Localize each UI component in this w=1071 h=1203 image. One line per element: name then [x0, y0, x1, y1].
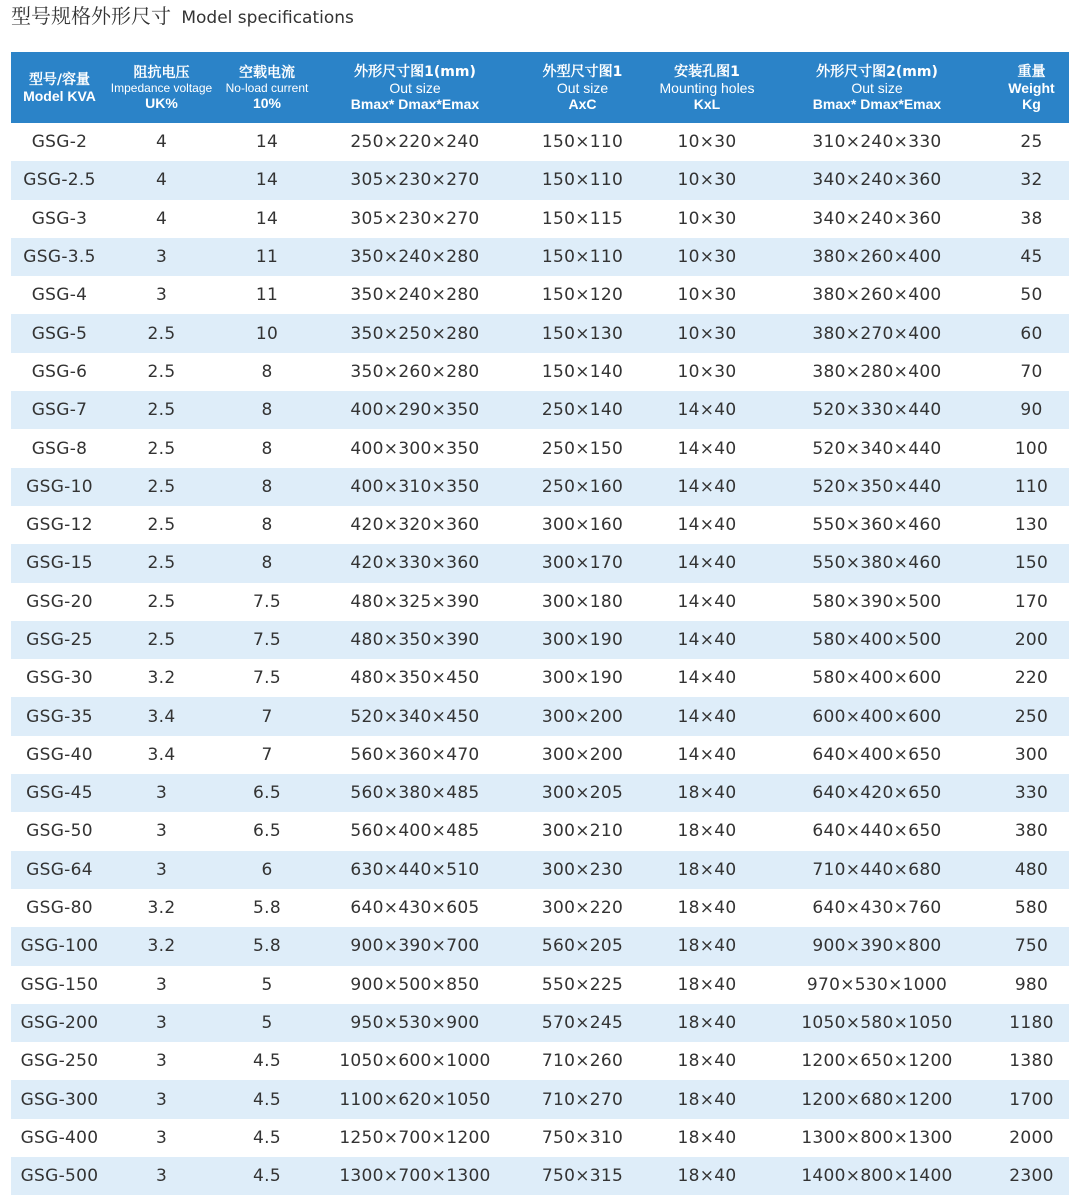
cell-weight: 100 — [1014, 438, 1049, 459]
header-weight: 重量 Weight Kg — [1008, 63, 1055, 112]
cell-model: GSG-3 — [31, 208, 88, 229]
cell-weight: 750 — [1014, 936, 1049, 957]
table-row — [11, 1004, 1069, 1042]
cell-no-load-current: 6 — [261, 859, 273, 880]
cell-out-size-1-mm: 420×330×360 — [350, 553, 480, 574]
cell-out-size-2-mm: 640×440×650 — [812, 821, 942, 842]
cell-impedance-voltage: 3 — [155, 1089, 168, 1110]
table-row — [11, 238, 1069, 276]
spec-table — [11, 52, 1069, 1195]
table-row — [11, 391, 1069, 429]
cell-out-size-1-mm: 1300×700×1300 — [339, 1166, 491, 1187]
cell-weight: 45 — [1020, 247, 1043, 268]
cell-out-size-1-mm: 400×310×350 — [350, 476, 480, 497]
cell-model: GSG-500 — [20, 1166, 99, 1187]
cell-model: GSG-25 — [26, 630, 93, 650]
cell-impedance-voltage: 3 — [155, 859, 168, 880]
cell-out-size-1-mm: 305×230×270 — [350, 208, 480, 229]
table-row — [11, 429, 1069, 467]
cell-out-size-2-mm: 1200×650×1200 — [801, 1051, 953, 1072]
cell-out-size-1: 710×260 — [541, 1051, 624, 1072]
cell-weight: 2000 — [1009, 1127, 1054, 1148]
cell-out-size-1: 150×130 — [541, 323, 624, 344]
cell-weight: 70 — [1020, 361, 1043, 382]
table-row — [11, 1080, 1069, 1118]
cell-weight: 330 — [1014, 783, 1049, 804]
cell-mounting-holes: 18×40 — [677, 821, 737, 842]
cell-mounting-holes: 10×30 — [677, 323, 737, 344]
cell-no-load-current: 5 — [261, 1012, 273, 1033]
cell-weight: 220 — [1014, 668, 1049, 689]
cell-out-size-1-mm: 1250×700×1200 — [339, 1127, 491, 1148]
table-row — [11, 659, 1069, 697]
header-model: 型号/容量 Model KVA — [23, 71, 96, 104]
cell-weight: 32 — [1020, 170, 1043, 191]
cell-weight: 1380 — [1009, 1051, 1054, 1072]
cell-impedance-voltage: 3 — [155, 1166, 168, 1187]
cell-no-load-current: 8 — [261, 553, 273, 574]
cell-out-size-1-mm: 900×500×850 — [350, 974, 480, 995]
cell-no-load-current: 4.5 — [253, 1051, 281, 1072]
cell-out-size-2-mm: 520×340×440 — [812, 438, 942, 459]
cell-no-load-current: 7 — [261, 706, 273, 727]
cell-mounting-holes: 10×30 — [677, 132, 737, 153]
cell-out-size-1: 710×270 — [541, 1089, 624, 1110]
cell-model: GSG-40 — [26, 744, 93, 765]
cell-model: GSG-2.5 — [23, 170, 96, 191]
header-out-size-1-mm: 外形尺寸图1(mm) Out size Bmax* Dmax*Emax — [350, 63, 480, 112]
cell-out-size-1: 750×315 — [541, 1166, 624, 1187]
cell-out-size-1: 300×160 — [541, 515, 624, 536]
cell-mounting-holes: 10×30 — [677, 208, 737, 229]
cell-model: GSG-15 — [26, 553, 93, 574]
cell-impedance-voltage: 3.4 — [147, 744, 176, 765]
cell-out-size-1-mm: 560×400×485 — [350, 821, 480, 842]
cell-impedance-voltage: 2.5 — [147, 323, 176, 344]
cell-mounting-holes: 10×30 — [677, 361, 737, 382]
cell-no-load-current: 8 — [261, 515, 273, 536]
cell-model: GSG-50 — [26, 821, 93, 842]
cell-mounting-holes: 18×40 — [677, 1012, 737, 1033]
cell-mounting-holes: 10×30 — [677, 247, 737, 268]
cell-model: GSG-300 — [20, 1089, 99, 1110]
table-row — [11, 123, 1069, 161]
table-row — [11, 774, 1069, 812]
table-row — [11, 1119, 1069, 1157]
cell-out-size-2-mm: 1200×680×1200 — [801, 1089, 953, 1110]
cell-impedance-voltage: 2.5 — [147, 515, 176, 536]
cell-out-size-1-mm: 480×325×390 — [350, 591, 480, 612]
cell-out-size-1-mm: 1100×620×1050 — [339, 1089, 491, 1110]
cell-out-size-1-mm: 480×350×450 — [350, 668, 480, 689]
cell-mounting-holes: 14×40 — [677, 515, 737, 536]
cell-out-size-1: 300×190 — [541, 668, 624, 689]
table-row — [11, 927, 1069, 965]
cell-out-size-2-mm: 900×390×800 — [812, 936, 942, 957]
cell-out-size-2-mm: 380×270×400 — [812, 323, 942, 344]
cell-no-load-current: 11 — [255, 247, 279, 268]
cell-out-size-1-mm: 350×260×280 — [350, 361, 480, 382]
cell-model: GSG-4 — [31, 285, 88, 306]
cell-mounting-holes: 18×40 — [677, 974, 737, 995]
cell-impedance-voltage: 3 — [155, 1127, 168, 1148]
cell-out-size-2-mm: 380×280×400 — [812, 361, 942, 382]
cell-out-size-1: 250×160 — [541, 476, 624, 497]
cell-out-size-1: 250×150 — [541, 438, 624, 459]
cell-no-load-current: 10 — [255, 323, 279, 344]
cell-impedance-voltage: 2.5 — [147, 400, 176, 421]
cell-out-size-1-mm: 400×300×350 — [350, 438, 480, 459]
cell-out-size-2-mm: 580×390×500 — [812, 591, 942, 612]
cell-out-size-1-mm: 400×290×350 — [350, 400, 480, 421]
cell-mounting-holes: 18×40 — [677, 1127, 737, 1148]
cell-out-size-1: 300×200 — [541, 744, 624, 765]
cell-no-load-current: 6.5 — [253, 821, 281, 842]
table-row — [11, 697, 1069, 735]
cell-no-load-current: 7.5 — [253, 591, 281, 612]
cell-model: GSG-200 — [20, 1012, 99, 1033]
cell-model: GSG-12 — [26, 515, 93, 536]
table-row — [11, 161, 1069, 199]
cell-out-size-1: 300×210 — [541, 821, 624, 842]
cell-mounting-holes: 18×40 — [677, 859, 737, 880]
cell-model: GSG-250 — [20, 1051, 99, 1072]
cell-mounting-holes: 14×40 — [677, 591, 737, 612]
cell-mounting-holes: 18×40 — [677, 1089, 737, 1110]
cell-no-load-current: 4.5 — [253, 1089, 281, 1110]
cell-weight: 980 — [1014, 974, 1049, 995]
cell-no-load-current: 7 — [261, 744, 273, 765]
cell-out-size-1: 150×110 — [541, 247, 624, 268]
cell-model: GSG-7 — [31, 400, 88, 421]
cell-model: GSG-35 — [26, 706, 93, 727]
cell-mounting-holes: 14×40 — [677, 400, 737, 421]
cell-out-size-1-mm: 560×380×485 — [350, 783, 480, 804]
cell-model: GSG-45 — [26, 783, 93, 804]
cell-out-size-2-mm: 710×440×680 — [812, 859, 942, 880]
cell-impedance-voltage: 3 — [155, 1012, 168, 1033]
cell-model: GSG-3.5 — [23, 247, 96, 268]
cell-out-size-2-mm: 520×330×440 — [812, 400, 942, 421]
cell-weight: 580 — [1014, 898, 1049, 919]
cell-no-load-current: 11 — [255, 285, 279, 306]
cell-model: GSG-20 — [26, 591, 93, 612]
cell-weight: 90 — [1020, 400, 1043, 421]
cell-out-size-1: 300×220 — [541, 898, 624, 919]
table-row — [11, 276, 1069, 314]
cell-no-load-current: 7.5 — [253, 668, 281, 689]
cell-no-load-current: 8 — [261, 438, 273, 459]
cell-impedance-voltage: 3.4 — [147, 706, 176, 727]
table-header-row — [11, 52, 1069, 123]
cell-out-size-2-mm: 1050×580×1050 — [801, 1012, 953, 1033]
cell-weight: 110 — [1014, 476, 1049, 497]
cell-mounting-holes: 18×40 — [677, 783, 737, 804]
cell-mounting-holes: 14×40 — [677, 668, 737, 689]
cell-impedance-voltage: 3 — [155, 285, 168, 306]
cell-impedance-voltage: 4 — [155, 170, 168, 191]
cell-mounting-holes: 18×40 — [677, 1166, 737, 1187]
cell-model: GSG-10 — [26, 476, 93, 497]
cell-weight: 250 — [1014, 706, 1049, 727]
table-row — [11, 506, 1069, 544]
cell-out-size-2-mm: 640×430×760 — [812, 898, 942, 919]
page-title — [11, 2, 354, 32]
cell-model: GSG-30 — [26, 668, 93, 689]
cell-weight: 380 — [1014, 821, 1049, 842]
cell-out-size-1-mm: 350×240×280 — [350, 285, 480, 306]
cell-out-size-1-mm: 630×440×510 — [350, 859, 480, 880]
table-row — [11, 544, 1069, 582]
table-row — [11, 889, 1069, 927]
cell-out-size-2-mm: 580×400×500 — [812, 630, 942, 650]
cell-weight: 130 — [1014, 515, 1049, 536]
cell-out-size-1: 300×230 — [541, 859, 624, 880]
table-row — [11, 314, 1069, 352]
cell-no-load-current: 8 — [261, 361, 273, 382]
cell-mounting-holes: 10×30 — [677, 170, 737, 191]
cell-out-size-1-mm: 350×250×280 — [350, 323, 480, 344]
cell-no-load-current: 5.8 — [253, 898, 281, 919]
cell-out-size-1: 300×170 — [541, 553, 624, 574]
cell-out-size-2-mm: 970×530×1000 — [806, 974, 948, 995]
cell-out-size-1-mm: 250×220×240 — [350, 132, 480, 153]
cell-out-size-1-mm: 900×390×700 — [350, 936, 480, 957]
cell-no-load-current: 8 — [261, 400, 273, 421]
cell-weight: 38 — [1020, 208, 1043, 229]
cell-model: GSG-64 — [26, 859, 93, 880]
header-mounting-holes: 安装孔图1 Mounting holes KxL — [659, 63, 755, 112]
cell-impedance-voltage: 3 — [155, 821, 168, 842]
cell-out-size-1-mm: 305×230×270 — [350, 170, 480, 191]
cell-out-size-2-mm: 340×240×360 — [812, 208, 942, 229]
header-out-size-1: 外型尺寸图1 Out size AxC — [542, 63, 623, 112]
cell-out-size-2-mm: 640×420×650 — [812, 783, 942, 804]
cell-no-load-current: 14 — [255, 132, 279, 153]
cell-out-size-2-mm: 340×240×360 — [812, 170, 942, 191]
cell-out-size-1-mm: 350×240×280 — [350, 247, 480, 268]
cell-out-size-2-mm: 310×240×330 — [812, 132, 942, 153]
cell-out-size-1: 150×110 — [541, 132, 624, 153]
cell-weight: 200 — [1014, 630, 1049, 650]
cell-no-load-current: 4.5 — [253, 1166, 281, 1187]
cell-model: GSG-2 — [31, 132, 88, 153]
cell-mounting-holes: 18×40 — [677, 898, 737, 919]
table-row — [11, 468, 1069, 506]
cell-model: GSG-8 — [31, 438, 88, 459]
cell-out-size-2-mm: 640×400×650 — [812, 744, 942, 765]
cell-out-size-1: 550×225 — [541, 974, 624, 995]
table-row — [11, 583, 1069, 621]
cell-model: GSG-400 — [20, 1127, 99, 1148]
cell-no-load-current: 4.5 — [253, 1127, 281, 1148]
cell-no-load-current: 8 — [261, 476, 273, 497]
cell-out-size-2-mm: 380×260×400 — [812, 247, 942, 268]
cell-mounting-holes: 14×40 — [677, 438, 737, 459]
cell-impedance-voltage: 2.5 — [147, 630, 176, 650]
cell-out-size-2-mm: 600×400×600 — [812, 706, 942, 727]
cell-weight: 60 — [1020, 323, 1043, 344]
cell-out-size-1-mm: 950×530×900 — [350, 1012, 480, 1033]
cell-no-load-current: 14 — [255, 170, 279, 191]
cell-out-size-1-mm: 560×360×470 — [350, 744, 480, 765]
cell-out-size-2-mm: 1300×800×1300 — [801, 1127, 953, 1148]
cell-out-size-1: 300×190 — [541, 630, 624, 650]
table-row — [11, 200, 1069, 238]
table-body — [11, 123, 1069, 1195]
cell-weight: 2300 — [1009, 1166, 1054, 1187]
cell-impedance-voltage: 3.2 — [147, 668, 176, 689]
cell-out-size-1: 300×200 — [541, 706, 624, 727]
header-no-load-current: 空载电流 No-load current 10% — [225, 64, 309, 111]
table-row — [11, 736, 1069, 774]
cell-impedance-voltage: 3 — [155, 783, 168, 804]
cell-out-size-1-mm: 1050×600×1000 — [339, 1051, 491, 1072]
cell-mounting-holes: 14×40 — [677, 744, 737, 765]
cell-mounting-holes: 14×40 — [677, 706, 737, 727]
cell-mounting-holes: 14×40 — [677, 553, 737, 574]
cell-mounting-holes: 14×40 — [677, 630, 737, 650]
cell-out-size-2-mm: 1400×800×1400 — [801, 1166, 953, 1187]
cell-weight: 150 — [1014, 553, 1049, 574]
cell-impedance-voltage: 3.2 — [147, 898, 176, 919]
cell-out-size-1: 570×245 — [541, 1012, 624, 1033]
cell-out-size-1: 750×310 — [541, 1127, 624, 1148]
cell-out-size-1: 150×140 — [541, 361, 624, 382]
cell-out-size-1: 150×120 — [541, 285, 624, 306]
cell-out-size-1: 560×205 — [541, 936, 624, 957]
cell-weight: 50 — [1020, 285, 1043, 306]
cell-impedance-voltage: 3.2 — [147, 936, 176, 957]
cell-out-size-1: 300×180 — [541, 591, 624, 612]
cell-model: GSG-6 — [31, 361, 88, 382]
cell-no-load-current: 6.5 — [253, 783, 281, 804]
cell-no-load-current: 5.8 — [253, 936, 281, 957]
cell-impedance-voltage: 2.5 — [147, 476, 176, 497]
cell-impedance-voltage: 2.5 — [147, 361, 176, 382]
table-row — [11, 851, 1069, 889]
table-row — [11, 812, 1069, 850]
cell-model: GSG-100 — [20, 936, 99, 957]
cell-weight: 1700 — [1009, 1089, 1054, 1110]
table-row — [11, 353, 1069, 391]
cell-weight: 25 — [1020, 132, 1043, 153]
table-row — [11, 1157, 1069, 1195]
cell-impedance-voltage: 3 — [155, 247, 168, 268]
cell-impedance-voltage: 4 — [155, 208, 168, 229]
cell-out-size-1-mm: 640×430×605 — [350, 898, 480, 919]
cell-impedance-voltage: 3 — [155, 1051, 168, 1072]
cell-no-load-current: 7.5 — [253, 630, 281, 650]
cell-out-size-2-mm: 550×360×460 — [812, 515, 942, 536]
cell-impedance-voltage: 2.5 — [147, 438, 176, 459]
cell-out-size-1-mm: 520×340×450 — [350, 706, 480, 727]
table-row — [11, 621, 1069, 659]
cell-impedance-voltage: 2.5 — [147, 553, 176, 574]
cell-impedance-voltage: 3 — [155, 974, 168, 995]
cell-out-size-1: 250×140 — [541, 400, 624, 421]
cell-out-size-2-mm: 380×260×400 — [812, 285, 942, 306]
cell-weight: 170 — [1014, 591, 1049, 612]
cell-out-size-2-mm: 550×380×460 — [812, 553, 942, 574]
cell-out-size-2-mm: 580×400×600 — [812, 668, 942, 689]
cell-mounting-holes: 14×40 — [677, 476, 737, 497]
header-out-size-2-mm: 外形尺寸图2(mm) Out size Bmax* Dmax*Emax — [812, 63, 942, 112]
cell-out-size-1: 150×115 — [541, 208, 624, 229]
cell-impedance-voltage: 2.5 — [147, 591, 176, 612]
cell-no-load-current: 14 — [255, 208, 279, 229]
cell-model: GSG-80 — [26, 898, 93, 919]
cell-model: GSG-150 — [20, 974, 99, 995]
cell-out-size-1: 150×110 — [541, 170, 624, 191]
header-impedance-voltage: 阻抗电压 Impedance voltage UK% — [110, 64, 213, 111]
cell-model: GSG-5 — [31, 323, 88, 344]
table-row — [11, 1042, 1069, 1080]
cell-weight: 480 — [1014, 859, 1049, 880]
cell-out-size-1-mm: 480×350×390 — [350, 630, 480, 650]
page-title-en: Model specifications — [181, 8, 354, 28]
cell-mounting-holes: 18×40 — [677, 1051, 737, 1072]
cell-no-load-current: 5 — [261, 974, 273, 995]
table-row — [11, 966, 1069, 1004]
cell-out-size-1: 300×205 — [541, 783, 624, 804]
cell-weight: 300 — [1014, 744, 1049, 765]
cell-mounting-holes: 10×30 — [677, 285, 737, 306]
cell-out-size-1-mm: 420×320×360 — [350, 515, 480, 536]
page-title-cn: 型号规格外形尺寸 — [11, 4, 171, 28]
cell-impedance-voltage: 4 — [155, 132, 168, 153]
cell-weight: 1180 — [1009, 1012, 1054, 1033]
cell-mounting-holes: 18×40 — [677, 936, 737, 957]
cell-out-size-2-mm: 520×350×440 — [812, 476, 942, 497]
